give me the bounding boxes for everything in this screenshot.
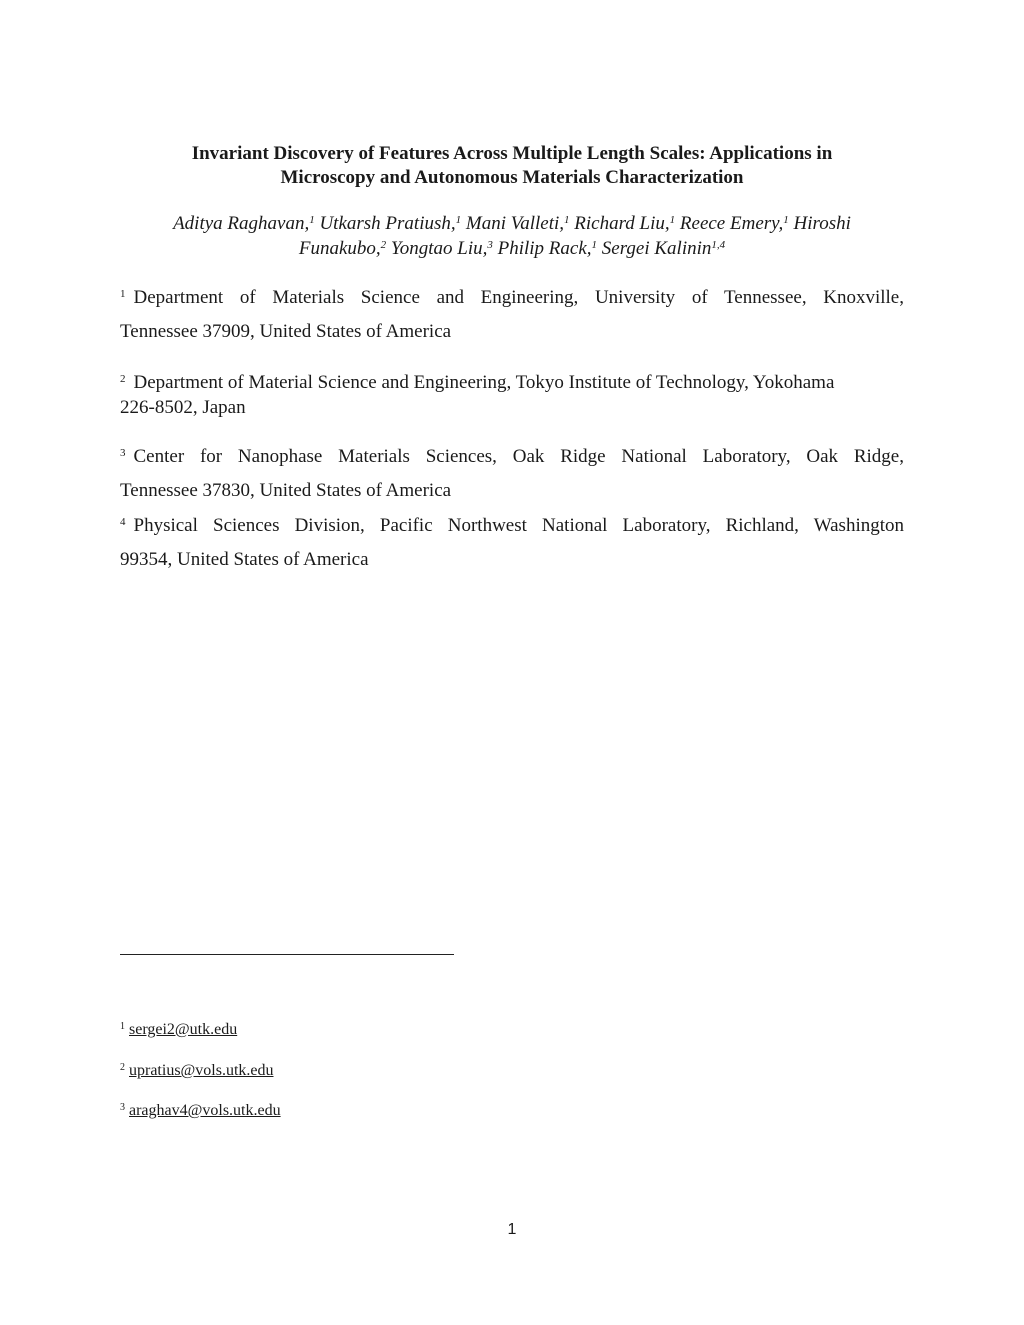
paper-title: [120, 142, 904, 190]
affiliation-4: [120, 509, 904, 577]
author-affiliation-mark: 1: [309, 214, 315, 226]
affiliation-text-line-2: 99354, United States of America: [120, 549, 369, 570]
email-link[interactable]: araghav4@vols.utk.edu: [129, 1102, 281, 1119]
affiliation-text-line-1: Department of Materials Science and Engineering, University of Tennessee, Knoxville,: [133, 287, 904, 308]
author-affiliation-mark: 1: [591, 239, 598, 251]
author-line-1: [120, 211, 904, 236]
affiliation-text-line-2: Tennessee 37830, United States of America: [120, 480, 452, 501]
author-list: [120, 211, 904, 261]
email-link[interactable]: upratius@vols.utk.edu: [129, 1062, 274, 1079]
author-name: Aditya Raghavan,: [173, 213, 310, 234]
affiliation-number: 4: [120, 516, 126, 528]
author-name: Utkarsh Pratiush,: [319, 213, 456, 234]
affiliation-text-line-1: Physical Sciences Division, Pacific Northwest National Laboratory, Richland, Washington: [133, 515, 904, 536]
footnote-number: 3: [120, 1102, 125, 1113]
author-name: Philip Rack,: [497, 238, 592, 259]
page-number: 1: [507, 1221, 517, 1238]
footnote-divider: [120, 954, 454, 955]
footnote-number: 2: [120, 1062, 125, 1073]
author-affiliation-mark: 2: [380, 239, 387, 251]
title-line-2: Microscopy and Autonomous Materials Characterization: [280, 167, 744, 188]
affiliation-3: [120, 440, 904, 508]
footnote-number: 1: [120, 1021, 125, 1032]
affiliation-text-line-1: Center for Nanophase Materials Sciences, Oak Ridge National Laboratory, Oak Ridge,: [133, 446, 904, 467]
author-affiliation-mark: 1: [564, 214, 570, 226]
affiliation-text-line-2: Tennessee 37909, United States of America: [120, 321, 452, 342]
email-link[interactable]: sergei2@utk.edu: [129, 1021, 238, 1038]
affiliation-text-line-1: Department of Material Science and Engineering, Tokyo Institute of Technology, Yokohama: [133, 372, 835, 393]
affiliation-number: 1: [120, 288, 126, 300]
affiliation-number: 3: [120, 447, 126, 459]
footnote-2: [120, 1061, 274, 1081]
author-name: Richard Liu,: [574, 213, 670, 234]
author-name-second-part: Funakubo,: [298, 238, 381, 259]
author-affiliation-mark: 1: [783, 214, 789, 226]
author-line-2: [120, 236, 904, 261]
affiliation-1: [120, 281, 904, 349]
affiliation-text-line-2: 226-8502, Japan: [120, 397, 246, 418]
footnote-1: [120, 1020, 237, 1040]
author-affiliation-mark: 3: [487, 239, 493, 251]
affiliation-number: 2: [120, 373, 126, 385]
title-line-1: Invariant Discovery of Features Across Multiple Length Scales: Applications in: [191, 143, 833, 164]
author-name-first-part: Hiroshi: [793, 213, 851, 234]
author-affiliation-mark: 1,4: [711, 239, 726, 251]
author-name: Sergei Kalinin: [601, 238, 712, 259]
author-name: Mani Valleti,: [465, 213, 565, 234]
author-affiliation-mark: 1: [455, 214, 462, 226]
footnote-3: [120, 1101, 281, 1121]
affiliation-2: [120, 370, 904, 420]
author-name: Reece Emery,: [679, 213, 784, 234]
author-affiliation-mark: 1: [669, 214, 676, 226]
author-name: Yongtao Liu,: [390, 238, 488, 259]
